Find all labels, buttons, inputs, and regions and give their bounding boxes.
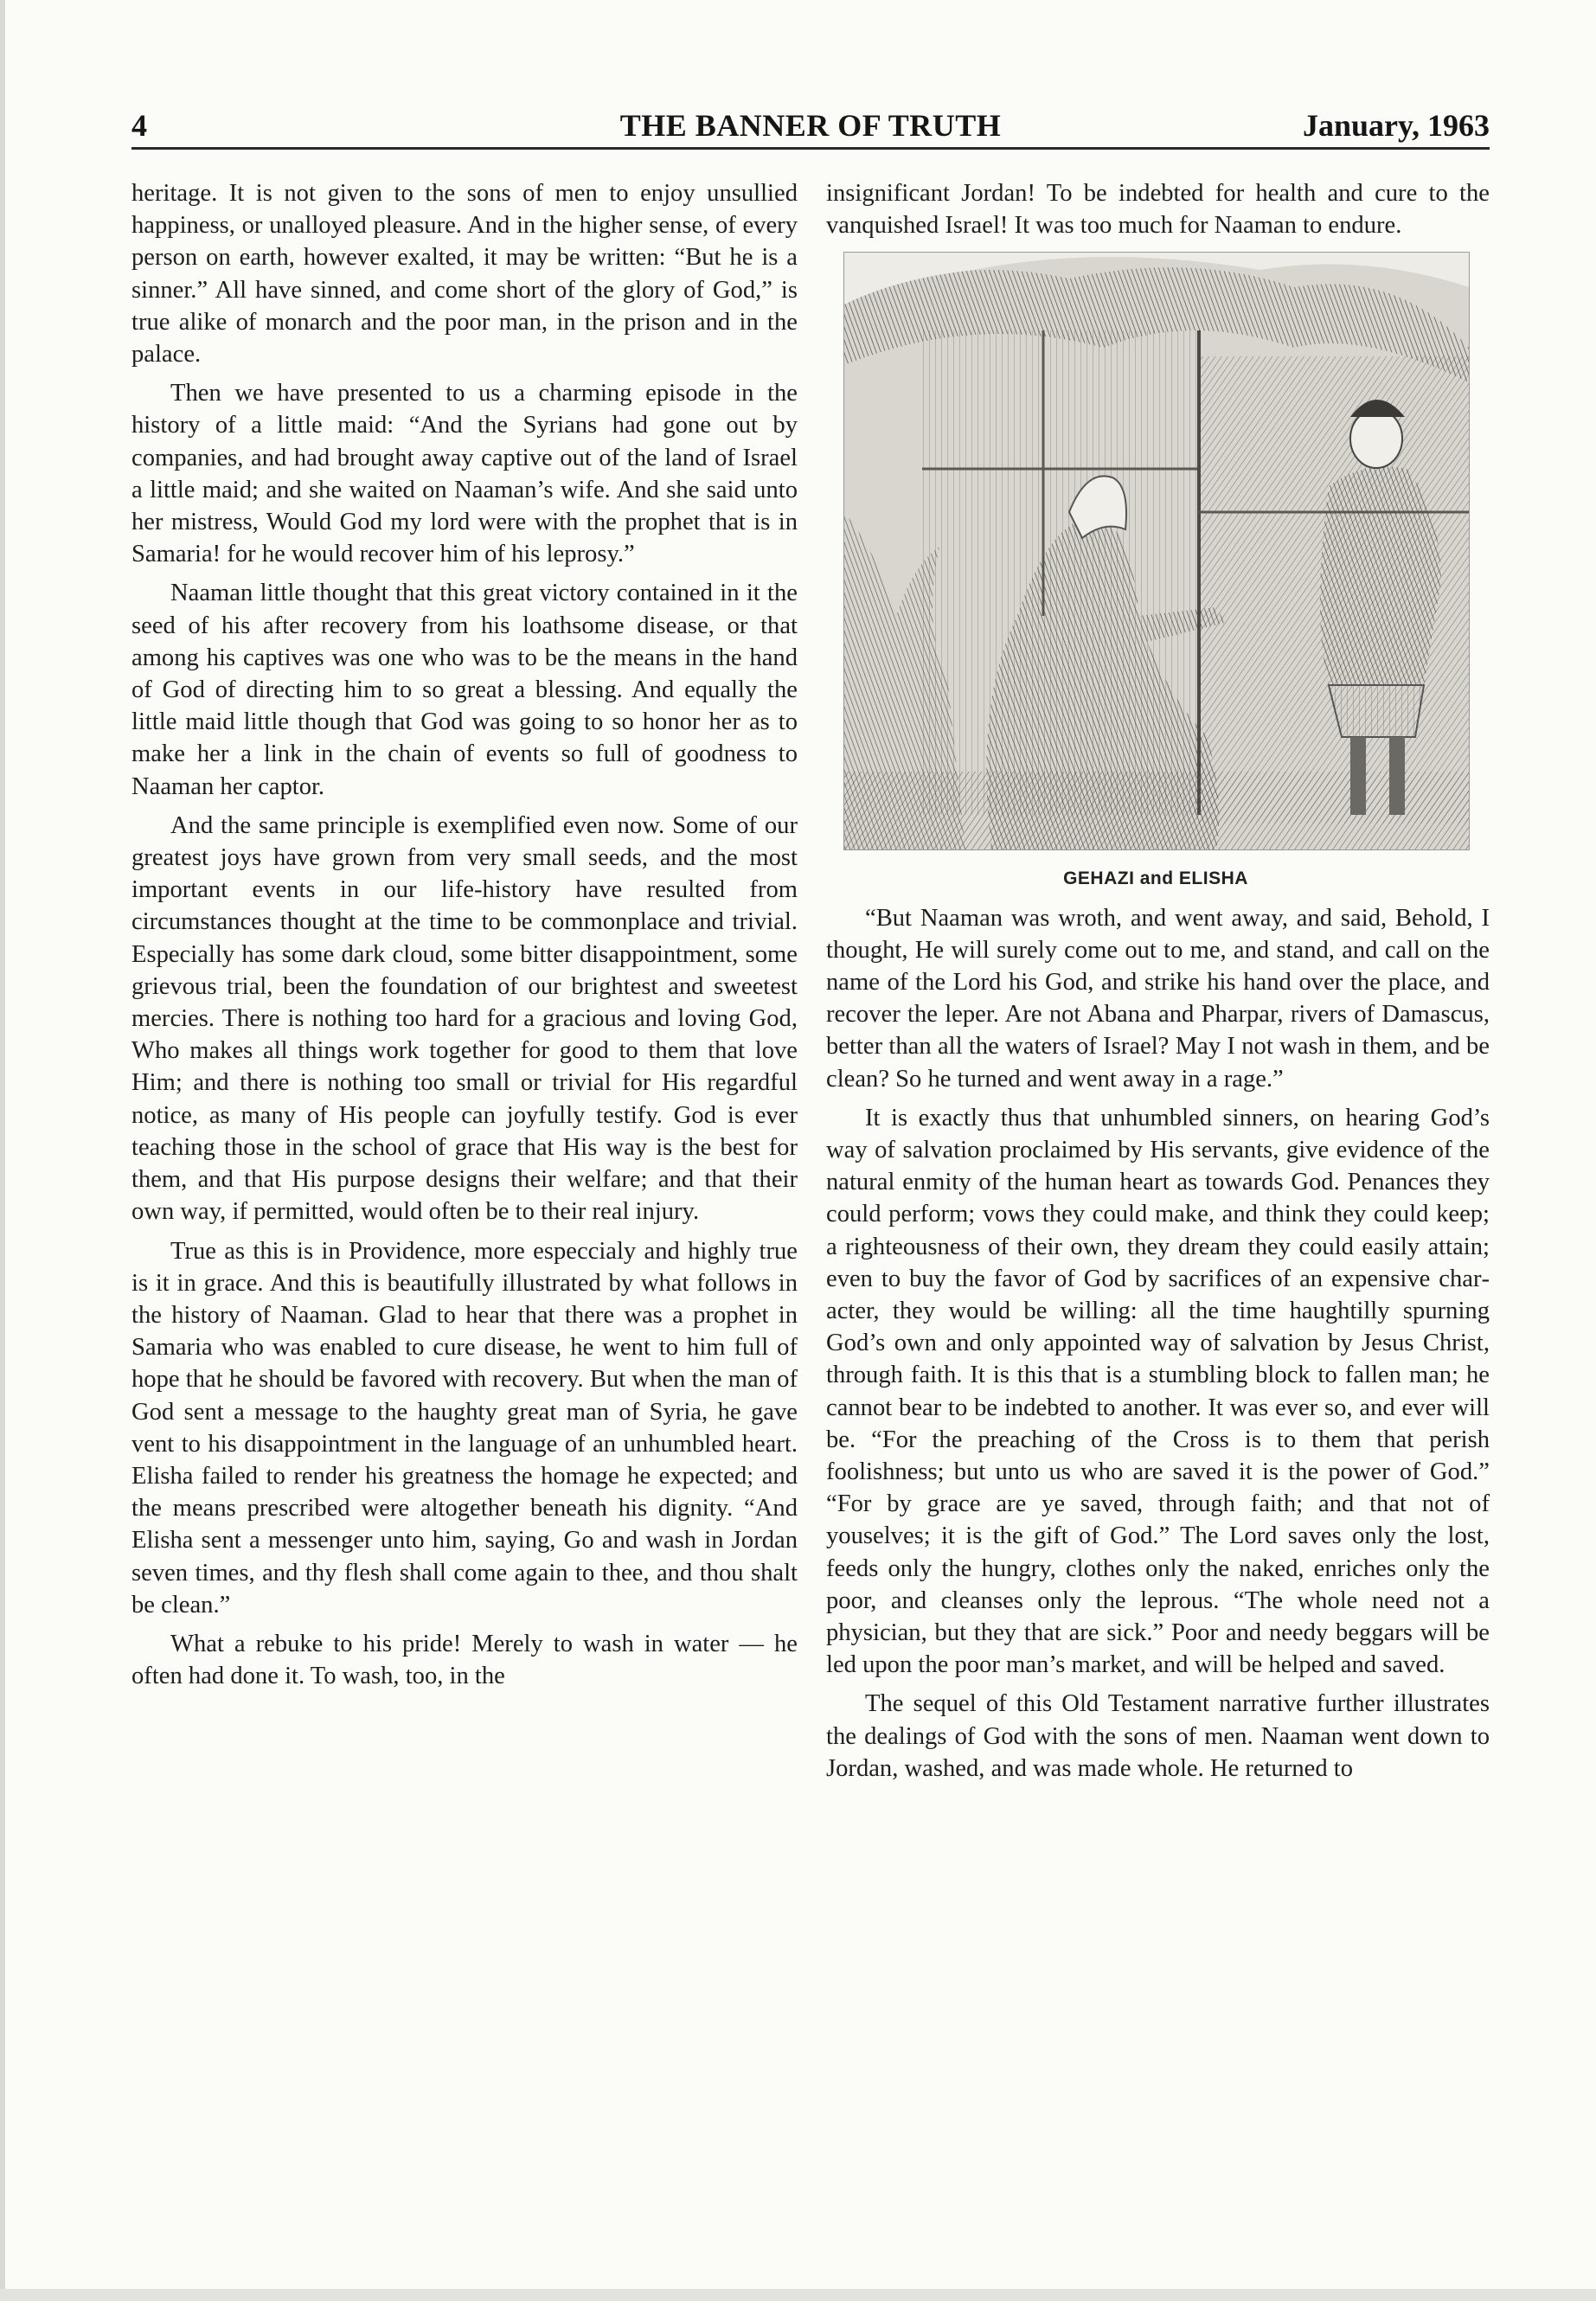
paragraph: True as this is in Providence, more especcialy and highly true is it in grace. And this is beautifully illustrated by what follows in the history of Naaman. Glad to hear that there was a prophet in Samaria who was enabled to cure disease, he went to him full of hope that he should be favored with recovery. But when the man of God sent a message to the haughty great man of Syria, he gave vent to his disappointment in the language of an unhumbled heart. Elisha failed to render his greatness the homage he expected; and the means prescribed were altogether beneath his dignity. “And Elisha sent a messenger unto him, saying, Go and wash in Jordan seven times, and thy flesh shall come again to thee, and thou shalt be clean.”: [131, 1237, 798, 1618]
gehazi-and-elisha-engraving: [843, 252, 1470, 850]
illustration-figure: [843, 252, 1468, 894]
right-column: [826, 177, 1490, 1791]
running-header: [131, 104, 1490, 150]
page-bottom-edge: [0, 2289, 1596, 2301]
paragraph: The sequel of this Old Testament narrative further illustrates the dealings of God with the sons of men. Naaman went down to Jordan, washed, and was made whole. He returned to: [826, 1690, 1490, 1782]
page-number: 4: [131, 108, 147, 143]
paragraph: What a rebuke to his pride! Merely to wash in water — he often had done it. To wash, too, in the: [131, 1630, 798, 1690]
page-left-edge: [0, 0, 5, 2301]
paragraph: “But Naaman was wroth, and went away, and said, Behold, I thought, He will surely come out to me, and stand, and call on the name of the Lord his God, and strike his hand over the place, and recover the leper. Are not Abana and Pharpar, rivers of Damascus, better than all the waters of Israel? May I not wash in them, and be clean? So he turned and went away in a rage.”: [826, 904, 1490, 1093]
publication-title: THE BANNER OF TRUTH: [619, 108, 1002, 143]
left-column: [131, 177, 798, 1699]
paragraph: And the same principle is exemplified even now. Some of our greatest joys have grown from very small seeds, and the most important events in our life-history have resulted from circumstances thought at the time to be commonplace and trivial. Especially has some dark cloud, some bitter disappointment, some grievous trial, been the foundation of our brightest and sweetest mercies. There is nothing too hard for a gracious and loving God, Who makes all things work together for good to them that love Him; and there is nothing too small or trivial for His regardful notice, as many of His people can joyfully testify. God is ever teaching those in the school of grace that His way is the best for them, and that His purpose designs their welfare; and that their own way, if permitted, would often be to their real injury.: [131, 811, 798, 1226]
paragraph: insignificant Jordan! To be indebted for health and cure to the vanquished Israel! It was too much for Naaman to endure.: [826, 180, 1490, 240]
paragraph: Then we have presented to us a charming episode in the history of a little maid: “And the Syrians had gone out by companies, and had brought away captive out of the land of Israel a little maid; and she waited on Naaman’s wife. And she said unto her mistress, Would God my lord were with the prophet that is in Samaria! for he would recover him of his leprosy.”: [131, 380, 798, 568]
figure-caption: GEHAZI and ELISHA: [1063, 868, 1248, 889]
issue-date: January, 1963: [1302, 108, 1490, 143]
paragraph: Naaman little thought that this great victory contained in it the seed of his after recovery from his loathsome disease, or that among his captives was one who was to be the means in the hand of God of directing him to so great a blessing. And equally the little maid little though that God was going to so honor her as to make her a link in the chain of events so full of goodness to Naaman her captor.: [131, 580, 798, 800]
paragraph: It is exactly thus that unhumbled sinners, on hearing God’s way of salvation proclaimed by His servants, give evidence of the natural enmity of the human heart as towards God. Penances they could perform; vows they could make, and think they could keep; a righteousness of their own, they dream they could easily attain; even to buy the favor of God by sacrifices of an expensive character, they would be willing: all the time haughtilly spurning God’s own and only appointed way of salvation by Jesus Christ, through faith. It is this that is a stumbling block to fallen man; he cannot bear to be indebted to another. It was ever so, and ever will be. “For the preaching of the Cross is to them that perish foolishness; but unto us who are saved it is the power of God.” “For by grace are ye saved, through faith; and that not of youselves; it is the gift of God.” The Lord saves only the lost, feeds only the hungry, clothes only the naked, enriches only the poor, and cleanses only the leprous. “The whole need not a physician, but they that are sick.” Poor and needy beggars will be led upon the poor man’s market, and will be helped and saved.: [826, 1104, 1490, 1679]
paragraph: heritage. It is not given to the sons of men to enjoy unsullied happiness, or unalloyed pleasure. And in the higher sense, of every person on earth, however exalted, it may be written: “But he is a sinner.” All have sinned, and come short of the glory of God,” is true alike of monarch and the poor man, in the prison and in the palace.: [131, 180, 798, 369]
